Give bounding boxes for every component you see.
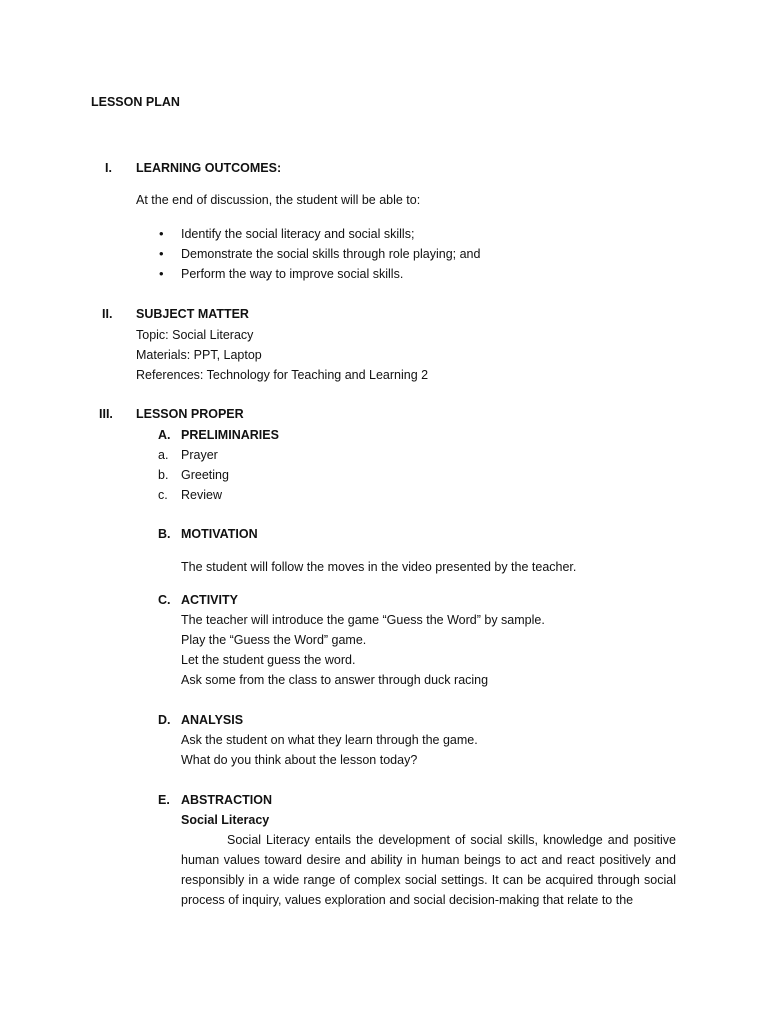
activity-line: The teacher will introduce the game “Guess the Word” by sample. [181, 613, 545, 627]
section-2-heading: SUBJECT MATTER [136, 307, 249, 321]
list-letter: b. [158, 468, 169, 482]
abstraction-paragraph-text: Social Literacy entails the development of social skills, knowledge and positive human values toward desire and ability in human beings to act and react positively and responsibly in a wide range of complex social settings. It can be acquired through social process of inquiry, values exploration and social decision-making that relate to the [181, 833, 676, 907]
subsection-d-heading: ANALYSIS [181, 713, 244, 727]
list-letter: a. [158, 448, 169, 462]
section-3-number: III. [99, 407, 113, 421]
subsection-b-heading: MOTIVATION [181, 527, 258, 541]
section-3-heading: LESSON PROPER [136, 407, 244, 421]
outcome-item: Identify the social literacy and social skills; [181, 227, 415, 241]
abstraction-subheading: Social Literacy [181, 813, 270, 827]
abstraction-paragraph [181, 830, 676, 910]
outcome-item: Demonstrate the social skills through role playing; and [181, 247, 481, 261]
bullet-icon: • [159, 246, 164, 261]
subsection-c-heading: ACTIVITY [181, 593, 238, 607]
motivation-text: The student will follow the moves in the video presented by the teacher. [181, 560, 577, 574]
subsection-d-letter: D. [158, 713, 171, 727]
activity-line: Play the “Guess the Word” game. [181, 633, 367, 647]
list-item: Review [181, 488, 222, 502]
activity-line: Let the student guess the word. [181, 653, 356, 667]
bullet-icon: • [159, 226, 164, 241]
subsection-e-heading: ABSTRACTION [181, 793, 272, 807]
bullet-icon: • [159, 266, 164, 281]
subsection-a-heading: PRELIMINARIES [181, 428, 279, 442]
subsection-e-letter: E. [158, 793, 170, 807]
lesson-plan-title: LESSON PLAN [91, 95, 180, 109]
section-1-intro: At the end of discussion, the student will be able to: [136, 193, 421, 207]
subject-topic: Topic: Social Literacy [136, 328, 254, 342]
outcome-item: Perform the way to improve social skills. [181, 267, 404, 281]
subject-references: References: Technology for Teaching and Learning 2 [136, 368, 429, 382]
list-item: Prayer [181, 448, 218, 462]
section-2-number: II. [102, 307, 113, 321]
section-1-heading: LEARNING OUTCOMES: [136, 161, 282, 175]
list-letter: c. [158, 488, 168, 502]
analysis-line: Ask the student on what they learn through the game. [181, 733, 478, 747]
section-1-number: I. [105, 161, 112, 175]
subsection-a-letter: A. [158, 428, 171, 442]
list-item: Greeting [181, 468, 229, 482]
subject-materials: Materials: PPT, Laptop [136, 348, 262, 362]
activity-line: Ask some from the class to answer through duck racing [181, 673, 489, 687]
analysis-line: What do you think about the lesson today? [181, 753, 418, 767]
subsection-b-letter: B. [158, 527, 171, 541]
subsection-c-letter: C. [158, 593, 171, 607]
